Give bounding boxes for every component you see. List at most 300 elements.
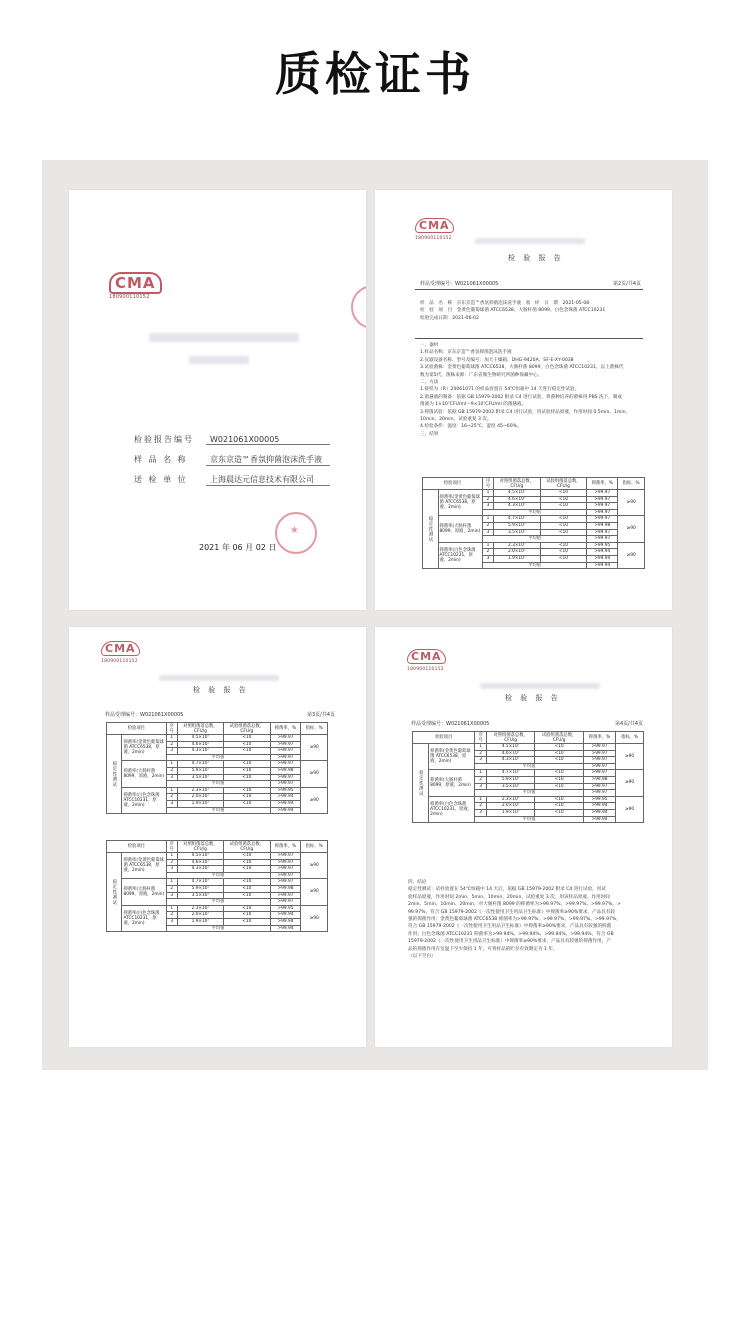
table-cell: 3: [482, 529, 493, 536]
report-page-3: [69, 627, 366, 1047]
table-cell: >99.97: [270, 859, 301, 866]
standard-value: ≥90: [616, 796, 644, 822]
accept-number: 样品受理编号：W021061X00005: [420, 281, 499, 287]
group-label: 稳定性测试: [107, 853, 122, 932]
average-value: >99.94: [270, 925, 301, 932]
text-line: 3.试验菌株：金黄色葡萄球菌 ATCC6538，大肠杆菌 8099，白色念珠菌 ATCC10231，以上菌株代: [420, 365, 624, 371]
table-cell: 4.3×10⁷: [486, 757, 535, 764]
cma-number: 180900110152: [407, 667, 444, 672]
table-cell: <10: [540, 490, 587, 497]
table-cell: 2: [482, 496, 493, 503]
table-cell: 2.0×10⁷: [494, 549, 541, 556]
table-header-row: [107, 841, 328, 853]
table-cell: >99.97: [587, 490, 618, 497]
column-header: 对照组菌落总数，CFU/g: [494, 478, 541, 490]
average-label: 平均值: [166, 925, 270, 932]
table-cell: <10: [224, 918, 270, 925]
average-value: >99.97: [583, 763, 615, 770]
table-row: [423, 516, 645, 523]
redacted-subtitle: [189, 356, 249, 364]
table-cell: >99.98: [270, 767, 301, 774]
table-cell: 1.9×10⁷: [494, 555, 541, 562]
table-cell: >99.97: [587, 503, 618, 510]
table-cell: 1: [475, 744, 487, 751]
table-cell: <10: [224, 787, 270, 794]
table-cell: >99.97: [270, 735, 301, 742]
text-line: 验样品原液，作用时间 2min、5min、10min、20min，试验重复 3 次，用该样品原液，作用时间: [408, 894, 610, 900]
table-cell: <10: [224, 866, 270, 873]
text-line: 3.抑菌试验：依据 GB 15979-2002 附录 C4 进行试验，用试验样品原液，作用时间 0.5min、1min、: [420, 409, 631, 415]
average-value: >99.94: [587, 562, 618, 569]
column-header: 对照组菌落总数，CFU/g: [177, 723, 223, 735]
table-header-row: [413, 732, 644, 744]
table-cell: <10: [540, 555, 587, 562]
cma-logo: CMA: [407, 649, 446, 664]
cover-report-no: 检验报告编号 W021061X00005: [134, 434, 330, 445]
table-cell: 1: [482, 542, 493, 549]
table-cell: 2.0×10⁷: [177, 912, 223, 919]
column-header: 抑菌率，%: [583, 732, 615, 744]
table-row: [107, 905, 328, 912]
test-item: 抑菌率(金黄色葡萄球菌 ATCC6538，原液，2min): [122, 853, 166, 879]
table-cell: <10: [224, 767, 270, 774]
divider: [415, 338, 643, 339]
page-number: 第2页/共4页: [613, 281, 642, 287]
average-value: >99.97: [587, 536, 618, 543]
column-header: 序号: [475, 732, 487, 744]
column-header: 对照组菌落总数，CFU/g: [177, 841, 223, 853]
redacted-lab-name: [480, 683, 600, 689]
page-title: 质检证书: [275, 47, 475, 101]
table-cell: 2: [166, 912, 177, 919]
text-line: 一、器材: [420, 343, 439, 348]
table-cell: 1.9×10⁷: [177, 800, 223, 807]
table-cell: <10: [224, 800, 270, 807]
table-cell: 3: [166, 866, 177, 873]
column-header: 检验项目: [107, 723, 167, 735]
table-cell: <10: [224, 905, 270, 912]
test-item: 抑菌率(大肠杆菌 8099，原液，2min): [438, 516, 482, 542]
results-table: [106, 722, 328, 814]
table-cell: 1: [166, 853, 177, 860]
report-page-2: [375, 190, 672, 610]
table-cell: 1: [166, 879, 177, 886]
average-value: >99.97: [583, 790, 615, 797]
table-cell: 2.0×10⁷: [177, 794, 223, 801]
column-header: 试验组菌落总数，CFU/g: [535, 732, 584, 744]
table-cell: 4.7×10⁷: [177, 879, 223, 886]
table-cell: <10: [540, 522, 587, 529]
text-line: 稳定性测试：试样放置在 54℃恒箱中 14 天后，依据 GB 15979-2002 附录 C4 进行试验，用试: [408, 887, 606, 893]
cma-number: 180900110152: [101, 659, 138, 664]
table-cell: >99.94: [583, 803, 615, 810]
test-item: 抑菌率(白色念珠菌 ATCC10231，原液，2min): [122, 787, 166, 813]
column-header: 指标，%: [616, 732, 644, 744]
text-line: 菌液为 1×10⁷CFU/ml～9×10⁷CFU/ml 的菌悬液。: [420, 402, 527, 408]
star-icon: ★: [290, 525, 299, 536]
table-cell: >99.94: [270, 800, 301, 807]
table-cell: 5.9×10⁷: [177, 767, 223, 774]
table-cell: 2: [166, 859, 177, 866]
table-cell: >99.94: [587, 555, 618, 562]
text-line: 4.检验条件：温度：16~25℃，湿度 45~60%。: [420, 424, 522, 430]
standard-value: ≥90: [618, 516, 645, 542]
group-label: 稳定性测试: [423, 490, 439, 569]
table-cell: 4.5×10⁷: [494, 490, 541, 497]
table-cell: 4.6×10⁷: [494, 496, 541, 503]
standard-value: ≥90: [301, 735, 328, 761]
test-item: 抑菌率(金黄色葡萄球菌 ATCC6538，原液，2min): [122, 735, 166, 761]
cover-date: 2021 年 06 月 02 日: [199, 543, 277, 552]
test-item: 抑菌率(大肠杆菌 8099，原液，2min): [122, 879, 166, 905]
table-cell: <10: [535, 744, 584, 751]
group-label: 稳定性测试: [107, 735, 122, 814]
cover-client: 送 检 单 位 上海晨达元信息技术有限公司: [134, 474, 330, 486]
table-cell: >99.97: [587, 516, 618, 523]
table-cell: 2.3×10⁷: [177, 787, 223, 794]
table-cell: <10: [535, 803, 584, 810]
table-cell: 4.7×10⁷: [177, 761, 223, 768]
table-cell: <10: [535, 770, 584, 777]
page-number: 第4页/共4页: [615, 721, 644, 727]
column-header: 试验组菌落总数，CFU/g: [540, 478, 587, 490]
table-cell: 2.3×10⁷: [486, 796, 535, 803]
average-value: >99.94: [583, 816, 615, 823]
column-header: 检验项目: [413, 732, 475, 744]
cma-number: 180900110152: [415, 236, 452, 241]
average-label: 平均值: [475, 790, 584, 797]
cma-logo: CMA: [415, 218, 454, 233]
table-cell: <10: [224, 853, 270, 860]
table-cell: 4.3×10⁷: [177, 866, 223, 873]
column-header: 指标，%: [301, 723, 328, 735]
table-cell: 2: [166, 767, 177, 774]
table-cell: 3: [166, 918, 177, 925]
table-cell: 1.9×10⁷: [486, 809, 535, 816]
report-title: 检 验 报 告: [508, 254, 564, 262]
table-cell: <10: [535, 757, 584, 764]
report-cover-page: [69, 190, 366, 610]
table-cell: <10: [224, 761, 270, 768]
table-cell: 1: [475, 796, 487, 803]
divider: [415, 289, 643, 290]
table-row: [107, 879, 328, 886]
table-cell: 1: [166, 735, 177, 742]
standard-value: ≥90: [301, 787, 328, 813]
accept-number: 样品受理编号：W021061X00005: [105, 712, 184, 718]
table-cell: >99.97: [587, 496, 618, 503]
table-cell: <10: [224, 879, 270, 886]
table-cell: <10: [224, 885, 270, 892]
table-cell: 2: [475, 750, 487, 757]
table-cell: <10: [535, 783, 584, 790]
table-cell: >99.97: [270, 774, 301, 781]
column-header: 试验组菌落总数，CFU/g: [224, 841, 270, 853]
text-line: 品的抑菌作用在室温下至少保持 1 年，可将样品的贮存有效期定为 1 年。: [408, 946, 558, 952]
cma-number: 180900110152: [109, 294, 150, 300]
test-item: 抑菌率(金黄色葡萄球菌 ATCC6538，原液，2min): [438, 490, 482, 516]
table-cell: 3: [475, 757, 487, 764]
certificate-panel: [42, 160, 708, 1070]
table-cell: 4.6×10⁷: [486, 750, 535, 757]
table-cell: <10: [224, 794, 270, 801]
table-cell: >99.94: [270, 912, 301, 919]
table-cell: 3.5×10⁷: [486, 783, 535, 790]
table-cell: >99.95: [270, 905, 301, 912]
table-cell: >99.97: [270, 761, 301, 768]
table-cell: >99.97: [270, 879, 301, 886]
table-cell: 1: [482, 516, 493, 523]
table-cell: <10: [224, 748, 270, 755]
conclusion-section: 四、结论 稳定性测试：试样放置在 54℃恒箱中 14 天后，依据 GB 15979-2002 附录 C4 进行试验，用试 验样品原液，作用时间 2min、5min、10min、20min，试验重复 3 次，用该样品原液，作用时间 2min、5min、10min、20min，对大肠杆菌 8099 的抑菌率为>99.97%、>99.97%、>99.97%、> 99.97%，符合 GB 15979-2002《一次性使用卫生用品卫生标准》中抑菌率≥90%要求，产品具有较 强的抑菌作用；金黄色葡萄球菌 ATCC6538 抑菌率为>99.97%、>99.97%、>99.97%、>99.97%， 符合 GB 15979-2002《一次性使用卫生用品卫生标准》中抑菌率≥90%要求，产品具有较强的抑菌 作用；白色念珠菌 ATCC10231 抑菌率为>99.94%、>99.94%、>99.94%、>99.94%，符合 GB 15979-2002《一次性使用卫生用品卫生标准》中抑菌率≥90%要求，产品具有较强的抑菌作用，产 品的抑菌作用在室温下至少保持 1 年，可将样品的贮存有效期定为 1 年。 （以下空白）: [408, 879, 648, 960]
average-value: >99.97: [587, 509, 618, 516]
group-label: 稳定性测试: [413, 744, 429, 823]
table-cell: >99.97: [270, 853, 301, 860]
average-label: 平均值: [166, 872, 270, 879]
table-cell: 1: [482, 490, 493, 497]
column-header: 序号: [166, 723, 177, 735]
report-title: 检 验 报 告: [505, 694, 561, 702]
text-line: 数为第5代，菌株来源：广东省微生物研究所菌种保藏中心。: [420, 372, 543, 378]
table-cell: 3: [482, 555, 493, 562]
redacted-lab-name: [475, 238, 585, 244]
redacted-lab-name: [159, 675, 279, 681]
average-value: >99.94: [270, 807, 301, 814]
cover-sample-name: 样 品 名 称 京东京造™香氛抑菌泡沫洗手液: [134, 454, 330, 466]
table-cell: <10: [224, 735, 270, 742]
table-cell: 4.3×10⁷: [494, 503, 541, 510]
table-row: [413, 796, 644, 803]
text-line: 符合 GB 15979-2002《一次性使用卫生用品卫生标准》中抑菌率≥90%要求，产品具有较强的抑菌: [408, 924, 612, 930]
table-cell: 3: [166, 800, 177, 807]
table-cell: >99.98: [583, 776, 615, 783]
table-header-row: [107, 723, 328, 735]
standard-value: ≥90: [618, 490, 645, 516]
table-cell: 3.5×10⁷: [494, 529, 541, 536]
table-row: [413, 744, 644, 751]
table-cell: >99.98: [270, 885, 301, 892]
standard-value: ≥90: [618, 542, 645, 568]
text-line: 三、结果: [420, 431, 439, 437]
table-cell: >99.95: [583, 796, 615, 803]
table-cell: <10: [540, 503, 587, 510]
table-cell: <10: [224, 774, 270, 781]
standard-value: ≥90: [301, 879, 328, 905]
column-header: 序号: [482, 478, 493, 490]
average-label: 平均值: [166, 899, 270, 906]
test-item: 抑菌率(大肠杆菌 8099，原液，2min): [122, 761, 166, 787]
table-cell: >99.94: [587, 549, 618, 556]
table-cell: >99.97: [583, 750, 615, 757]
text-line: （以下空白）: [408, 954, 436, 960]
average-label: 平均值: [482, 509, 586, 516]
column-header: 抑菌率，%: [587, 478, 618, 490]
cma-logo: CMA: [101, 641, 140, 656]
table-cell: 2: [166, 741, 177, 748]
table-cell: >99.97: [270, 892, 301, 899]
table-cell: 4.3×10⁷: [177, 748, 223, 755]
table-cell: 3: [166, 774, 177, 781]
test-item: 抑菌率(白色念珠菌 ATCC10231，原液，2min): [122, 905, 166, 931]
table-cell: 4.7×10⁷: [494, 516, 541, 523]
table-row: [107, 735, 328, 742]
table-cell: <10: [540, 549, 587, 556]
table-cell: 2.3×10⁷: [494, 542, 541, 549]
text-line: 10min、20min，试验重复 3 次。: [420, 417, 492, 423]
text-line: 强的抑菌作用；金黄色葡萄球菌 ATCC6538 抑菌率为>99.97%、>99.97%、>99.97%、>99.97%，: [408, 917, 621, 923]
average-label: 平均值: [482, 562, 586, 569]
table-cell: 3: [482, 503, 493, 510]
column-header: 对照组菌落总数，CFU/g: [486, 732, 535, 744]
table-cell: >99.97: [270, 748, 301, 755]
table-cell: <10: [540, 542, 587, 549]
table-cell: >99.97: [583, 744, 615, 751]
standard-value: ≥90: [616, 744, 644, 770]
average-value: >99.97: [270, 872, 301, 879]
table-cell: <10: [224, 859, 270, 866]
table-row: [107, 787, 328, 794]
table-cell: 3: [475, 783, 487, 790]
column-header: 指标，%: [301, 841, 328, 853]
test-item: 抑菌率(白色念珠菌 ATCC10231，原液，2min): [429, 796, 475, 822]
average-label: 平均值: [475, 763, 584, 770]
table-cell: 3.5×10⁷: [177, 774, 223, 781]
table-cell: 5.9×10⁷: [494, 522, 541, 529]
average-label: 平均值: [475, 816, 584, 823]
table-cell: >99.97: [270, 866, 301, 873]
accept-number: 样品受理编号：W021061X00005: [411, 721, 490, 727]
column-header: 指标，%: [618, 478, 645, 490]
table-cell: 4.5×10⁷: [177, 735, 223, 742]
red-seal-stamp: [351, 285, 366, 329]
table-cell: 1.9×10⁷: [177, 918, 223, 925]
table-cell: 3: [475, 809, 487, 816]
average-value: >99.97: [270, 754, 301, 761]
text-line: 二、方法: [420, 380, 439, 386]
redacted-lab-name: [149, 333, 299, 342]
table-cell: <10: [535, 776, 584, 783]
table-cell: 3: [166, 748, 177, 755]
table-cell: <10: [535, 796, 584, 803]
standard-value: ≥90: [616, 770, 644, 796]
table-cell: >99.95: [587, 542, 618, 549]
average-label: 平均值: [482, 536, 586, 543]
average-value: >99.97: [270, 781, 301, 788]
text-line: 1.接样为（R）20061071 的样品放置在 54℃恒箱中 14 天进行稳定性试验。: [420, 387, 580, 393]
table-cell: 4.6×10⁷: [177, 741, 223, 748]
text-line: 15979-2002《一次性使用卫生用品卫生标准》中抑菌率≥90%要求，产品具有较强的抑菌作用，产: [408, 939, 611, 945]
table-cell: 4.5×10⁷: [486, 744, 535, 751]
table-cell: >99.97: [587, 529, 618, 536]
average-label: 平均值: [166, 807, 270, 814]
table-cell: 1: [166, 905, 177, 912]
table-cell: 2: [482, 549, 493, 556]
table-row: [423, 490, 645, 497]
column-header: 检验项目: [423, 478, 483, 490]
table-cell: >99.94: [583, 809, 615, 816]
table-cell: >99.98: [587, 522, 618, 529]
method-sections: [420, 342, 645, 438]
table-cell: <10: [540, 529, 587, 536]
table-cell: >99.94: [270, 794, 301, 801]
results-table: [106, 840, 328, 932]
table-row: [107, 761, 328, 768]
text-line: 2.菌悬液的制备：依据 GB 15979-2002 附录 C4 进行试验，将菌种培养的菌株用 PBS 洗下，制成: [420, 394, 622, 400]
table-cell: 2: [475, 776, 487, 783]
table-cell: 1: [166, 787, 177, 794]
text-line: 1.样品名称：京东京造™香氛抑菌泡沫洗手液: [420, 350, 512, 356]
text-line: 99.97%，符合 GB 15979-2002《一次性使用卫生用品卫生标准》中抑菌率≥90%要求，产品具有较: [408, 909, 615, 915]
table-cell: <10: [224, 892, 270, 899]
table-cell: >99.97: [583, 783, 615, 790]
table-cell: <10: [540, 496, 587, 503]
table-cell: 5.9×10⁷: [177, 885, 223, 892]
table-row: [413, 770, 644, 777]
report-page-4: [375, 627, 672, 1047]
table-cell: >99.97: [583, 770, 615, 777]
page-number: 第3页/共4页: [307, 712, 336, 718]
column-header: 试验组菌落总数，CFU/g: [224, 723, 270, 735]
standard-value: ≥90: [301, 761, 328, 787]
table-cell: <10: [535, 750, 584, 757]
table-cell: 4.5×10⁷: [177, 853, 223, 860]
table-cell: >99.94: [270, 918, 301, 925]
text-line: 作用；白色念珠菌 ATCC10231 抑菌率为>99.94%、>99.94%、>99.94%、>99.94%，符合 GB: [408, 931, 614, 937]
standard-value: ≥90: [301, 853, 328, 879]
test-item: 抑菌率(白色念珠菌 ATCC10231，原液，2min): [438, 542, 482, 568]
average-value: >99.97: [270, 899, 301, 906]
table-cell: 5.9×10⁷: [486, 776, 535, 783]
table-cell: >99.97: [270, 741, 301, 748]
average-label: 平均值: [166, 781, 270, 788]
results-table: [422, 477, 645, 569]
standard-value: ≥90: [301, 905, 328, 931]
table-cell: 2.3×10⁷: [177, 905, 223, 912]
table-cell: <10: [224, 912, 270, 919]
column-header: 序号: [166, 841, 177, 853]
cma-logo: CMA: [109, 272, 162, 294]
table-cell: 3.5×10⁷: [177, 892, 223, 899]
table-cell: >99.97: [583, 757, 615, 764]
table-cell: <10: [535, 809, 584, 816]
table-cell: 3: [166, 892, 177, 899]
table-header-row: [423, 478, 645, 490]
test-item: 抑菌率(大肠杆菌 8099，原液，2min): [429, 770, 475, 796]
table-cell: 1: [166, 761, 177, 768]
results-table: [412, 731, 644, 823]
table-cell: <10: [224, 741, 270, 748]
table-cell: <10: [540, 516, 587, 523]
table-cell: 2.0×10⁷: [486, 803, 535, 810]
table-cell: 4.6×10⁷: [177, 859, 223, 866]
column-header: 抑菌率，%: [270, 841, 301, 853]
report-title: 检 验 报 告: [193, 686, 249, 694]
average-label: 平均值: [166, 754, 270, 761]
column-header: 检验项目: [107, 841, 167, 853]
text-line: 2.仪器设备名称、型号及编号：加天干燥箱，DHG-9420A，SF-E-XY-0038: [420, 357, 574, 363]
column-header: 抑菌率，%: [270, 723, 301, 735]
sample-info: 样 品 名 称 京东京造™香氛抑菌泡沫洗手液 收 样 日 期 2021-05-08 检 验 项 目 金黄色葡萄球菌 ATCC6538、大肠杆菌 8099、白色念珠菌 ATCC10231 检验完成日期 2021-06-02: [420, 301, 606, 321]
table-cell: 2: [166, 885, 177, 892]
table-cell: 1: [475, 770, 487, 777]
red-seal-stamp: [275, 512, 317, 554]
table-cell: 4.7×10⁷: [486, 770, 535, 777]
table-row: [423, 542, 645, 549]
test-item: 抑菌率(金黄色葡萄球菌 ATCC6538，原液，2min): [429, 744, 475, 770]
table-cell: >99.95: [270, 787, 301, 794]
text-line: 2min、5min、10min、20min，对大肠杆菌 8099 的抑菌率为>99.97%、>99.97%、>99.97%、>: [408, 902, 621, 908]
table-cell: 2: [482, 522, 493, 529]
